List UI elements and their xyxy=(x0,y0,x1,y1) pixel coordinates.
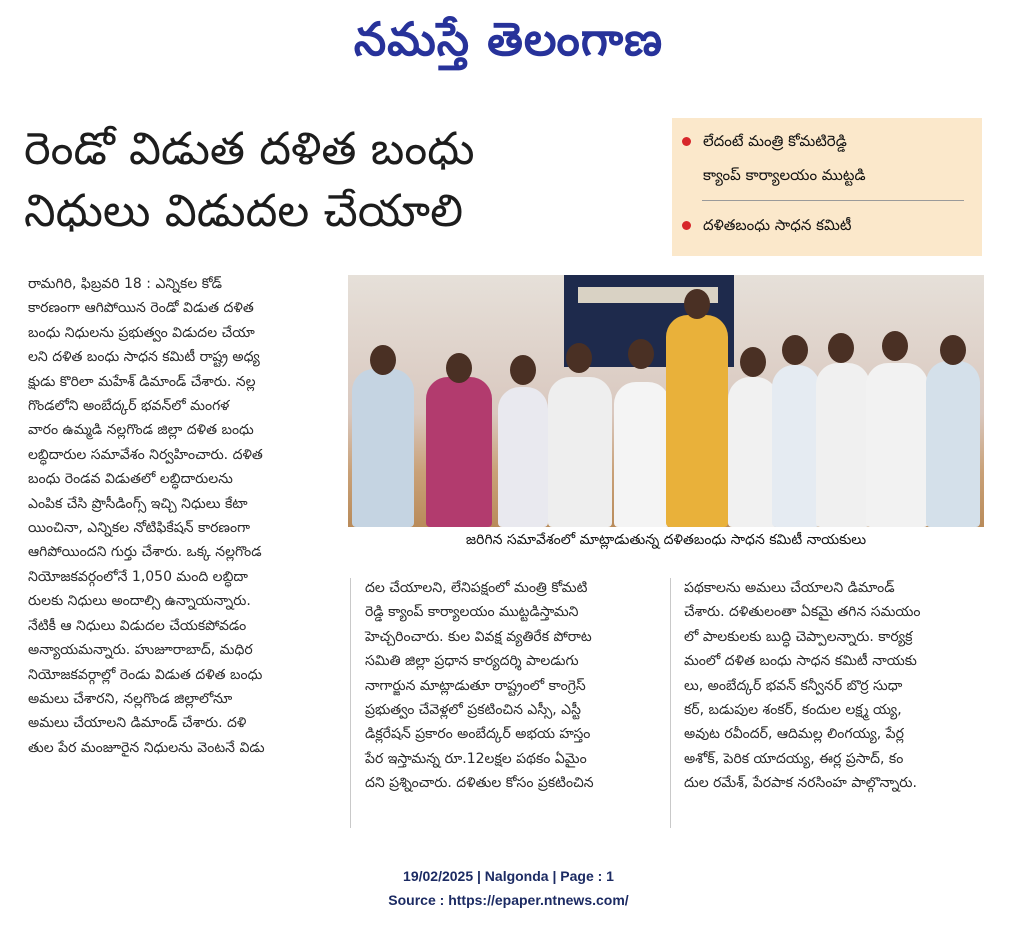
text-line: అన్యాయమన్నారు. హుజూరాబాద్, మధిర xyxy=(28,642,253,659)
text-line: ఆగిపోయిందని గుర్తు చేశారు. ఒక్క నల్లగొండ xyxy=(28,544,262,561)
highlight-item-1-line-1: లేదంటే మంత్రి కోమటిరెడ్డి xyxy=(703,132,847,150)
highlight-item-2 xyxy=(682,216,851,238)
text-line: సమితి జిల్లా ప్రధాన కార్యదర్శి పాలడుగు xyxy=(365,653,579,670)
text-line: వారం ఉమ్మడి నల్లగొండ జిల్లా దళిత బంధు xyxy=(28,422,254,439)
person-figure xyxy=(498,387,548,527)
text-line: ప్రభుత్వం చేవెళ్లలో ప్రకటించిన ఎస్సీ, ఎస్టీ xyxy=(365,702,581,719)
photo-caption: జరిగిన సమావేశంలో మాట్లాడుతున్న దళితబంధు సాధన కమిటీ నాయకులు xyxy=(465,532,867,548)
text-line: ఎంపిక చేసి ప్రొసీడింగ్స్ ఇచ్చి నిధులు కేటా xyxy=(28,495,248,512)
text-line: బంధు రెండవ విడుతలో లబ్ధిదారులను xyxy=(28,471,233,488)
newspaper-logo: నమస్తే తెలంగాణ xyxy=(353,12,664,66)
highlight-item-1 xyxy=(682,132,847,154)
person-figure xyxy=(614,382,670,527)
person-head xyxy=(684,289,710,319)
person-head xyxy=(782,335,808,365)
person-figure xyxy=(816,363,870,527)
person-head xyxy=(566,343,592,373)
text-line: లు, అంబేద్కర్ భవన్ కన్వీనర్ బొర్ర సుధా xyxy=(684,677,903,694)
bullet-icon xyxy=(682,137,691,146)
person-head xyxy=(828,333,854,363)
column-divider xyxy=(670,578,671,828)
person-figure xyxy=(772,365,820,527)
person-figure xyxy=(352,369,414,527)
text-line: కర్, బడుపుల శంకర్, కందుల లక్ష్మ య్య, xyxy=(684,702,902,719)
text-line: నియోజకవర్గంలోనే 1,050 మంది లబ్ధిదా xyxy=(28,568,248,585)
text-line: బంధు నిధులను ప్రభుత్వం విడుదల చేయా xyxy=(28,324,255,341)
person-head xyxy=(882,331,908,361)
text-line: మంలో దళిత బంధు సాధన కమిటీ నాయకు xyxy=(684,653,917,670)
text-line: నాగార్జున మాట్లాడుతూ రాష్ట్రంలో కాంగ్రెస్ xyxy=(365,677,586,694)
highlight-item-1-line-2: క్యాంప్ కార్యాలయం ముట్టడి xyxy=(703,166,866,184)
person-head xyxy=(370,345,396,375)
text-line: డిక్లరేషన్ ప్రకారం అంబేద్కర్ అభయ హస్తం xyxy=(365,726,591,743)
text-line: చేశారు. దళితులంతా ఏకమై తగిన సమయం xyxy=(684,604,921,621)
text-line: లబ్ధిదారుల సమావేశం నిర్వహించారు. దళిత xyxy=(28,446,263,463)
person-head xyxy=(510,355,536,385)
bullet-icon xyxy=(682,221,691,230)
news-photo xyxy=(348,275,984,527)
text-line: అమలు చేశారని, నల్లగొండ జిల్లాలోనూ xyxy=(28,690,233,707)
text-line: క్షుడు కొరిలా మహేశ్ డిమాండ్ చేశారు. నల్ల xyxy=(28,373,256,390)
text-line: హెచ్చరించారు. కుల వివక్ష వ్యతిరేక పోరాట xyxy=(365,628,592,645)
text-line: గొండలోని అంబేద్కర్ భవన్‌లో మంగళ xyxy=(28,398,230,415)
person-figure xyxy=(728,377,778,527)
column-divider xyxy=(350,578,351,828)
text-line: కారణంగా ఆగిపోయిన రెండో విడుత దళిత xyxy=(28,300,254,317)
person-figure xyxy=(426,377,492,527)
person-figure xyxy=(548,377,612,527)
text-line: రెడ్డి క్యాంప్ కార్యాలయం ముట్టడిస్తామని xyxy=(365,604,579,621)
text-line: పేర ఇస్తామన్న రూ.12లక్షల పథకం ఏమైం xyxy=(365,750,587,767)
person-figure xyxy=(926,361,980,527)
person-figure xyxy=(666,315,728,527)
person-head xyxy=(740,347,766,377)
person-figure xyxy=(866,363,928,527)
text-line: రామగిరి, ఫిబ్రవరి 18 : ఎన్నికల కోడ్ xyxy=(28,276,222,292)
highlight-item-2-text: దళితబంధు సాధన కమిటీ xyxy=(703,216,852,234)
article-column-2 xyxy=(365,576,657,796)
text-line: పథకాలను అమలు చేయాలని డిమాండ్ xyxy=(684,580,895,596)
article-column-1 xyxy=(28,272,340,760)
text-line: నియోజకవర్గాల్లో రెండు విడుత దళిత బంధు xyxy=(28,666,263,683)
masthead xyxy=(0,6,1017,72)
text-line: లని దళిత బంధు సాధన కమిటీ రాష్ట్ర అధ్య xyxy=(28,349,260,366)
text-line: అవుట రవీందర్, ఆదిమల్ల లింగయ్య, పేర్ల xyxy=(684,726,904,743)
divider xyxy=(702,200,964,201)
text-line: అమలు చేయాలని డిమాండ్ చేశారు. దళి xyxy=(28,715,247,732)
headline-line-2: నిధులు విడుదల చేయాలి xyxy=(24,184,464,237)
text-line: లో పాలకులకు బుద్ధి చెప్పాలన్నారు. కార్యక్ర xyxy=(684,628,913,645)
text-line: అశోక్, పెరిక యాదయ్య, ఈర్ల ప్రసాద్, కం xyxy=(684,750,904,767)
text-line: దుల రమేశ్, పేరపాక నరసింహ పాల్గొన్నారు. xyxy=(684,775,917,792)
footer-source[interactable]: Source : https://epaper.ntnews.com/ xyxy=(388,892,629,908)
person-head xyxy=(446,353,472,383)
headline xyxy=(24,118,664,242)
footer-date-edition: 19/02/2025 | Nalgonda | Page : 1 xyxy=(403,868,614,884)
text-line: దని ప్రశ్నించారు. దళితుల కోసం ప్రకటించిన xyxy=(365,775,594,792)
text-line: రులకు నిధులు అందాల్సి ఉన్నాయన్నారు. xyxy=(28,593,251,610)
text-line: నేటికీ ఆ నిధులు విడుదల చేయకపోవడం xyxy=(28,617,247,634)
text-line: యించినా, ఎన్నికల నోటిఫికేషన్ కారణంగా xyxy=(28,520,250,537)
text-line: దల చేయాలని, లేనిపక్షంలో మంత్రి కోమటి xyxy=(365,580,588,596)
person-head xyxy=(628,339,654,369)
text-line: తుల పేర మంజూరైన నిధులను వెంటనే విడు xyxy=(28,739,265,756)
headline-line-1: రెండో విడుత దళిత బంధు xyxy=(24,122,475,175)
highlights-box xyxy=(672,118,982,256)
person-head xyxy=(940,335,966,365)
article-column-3 xyxy=(684,576,984,796)
